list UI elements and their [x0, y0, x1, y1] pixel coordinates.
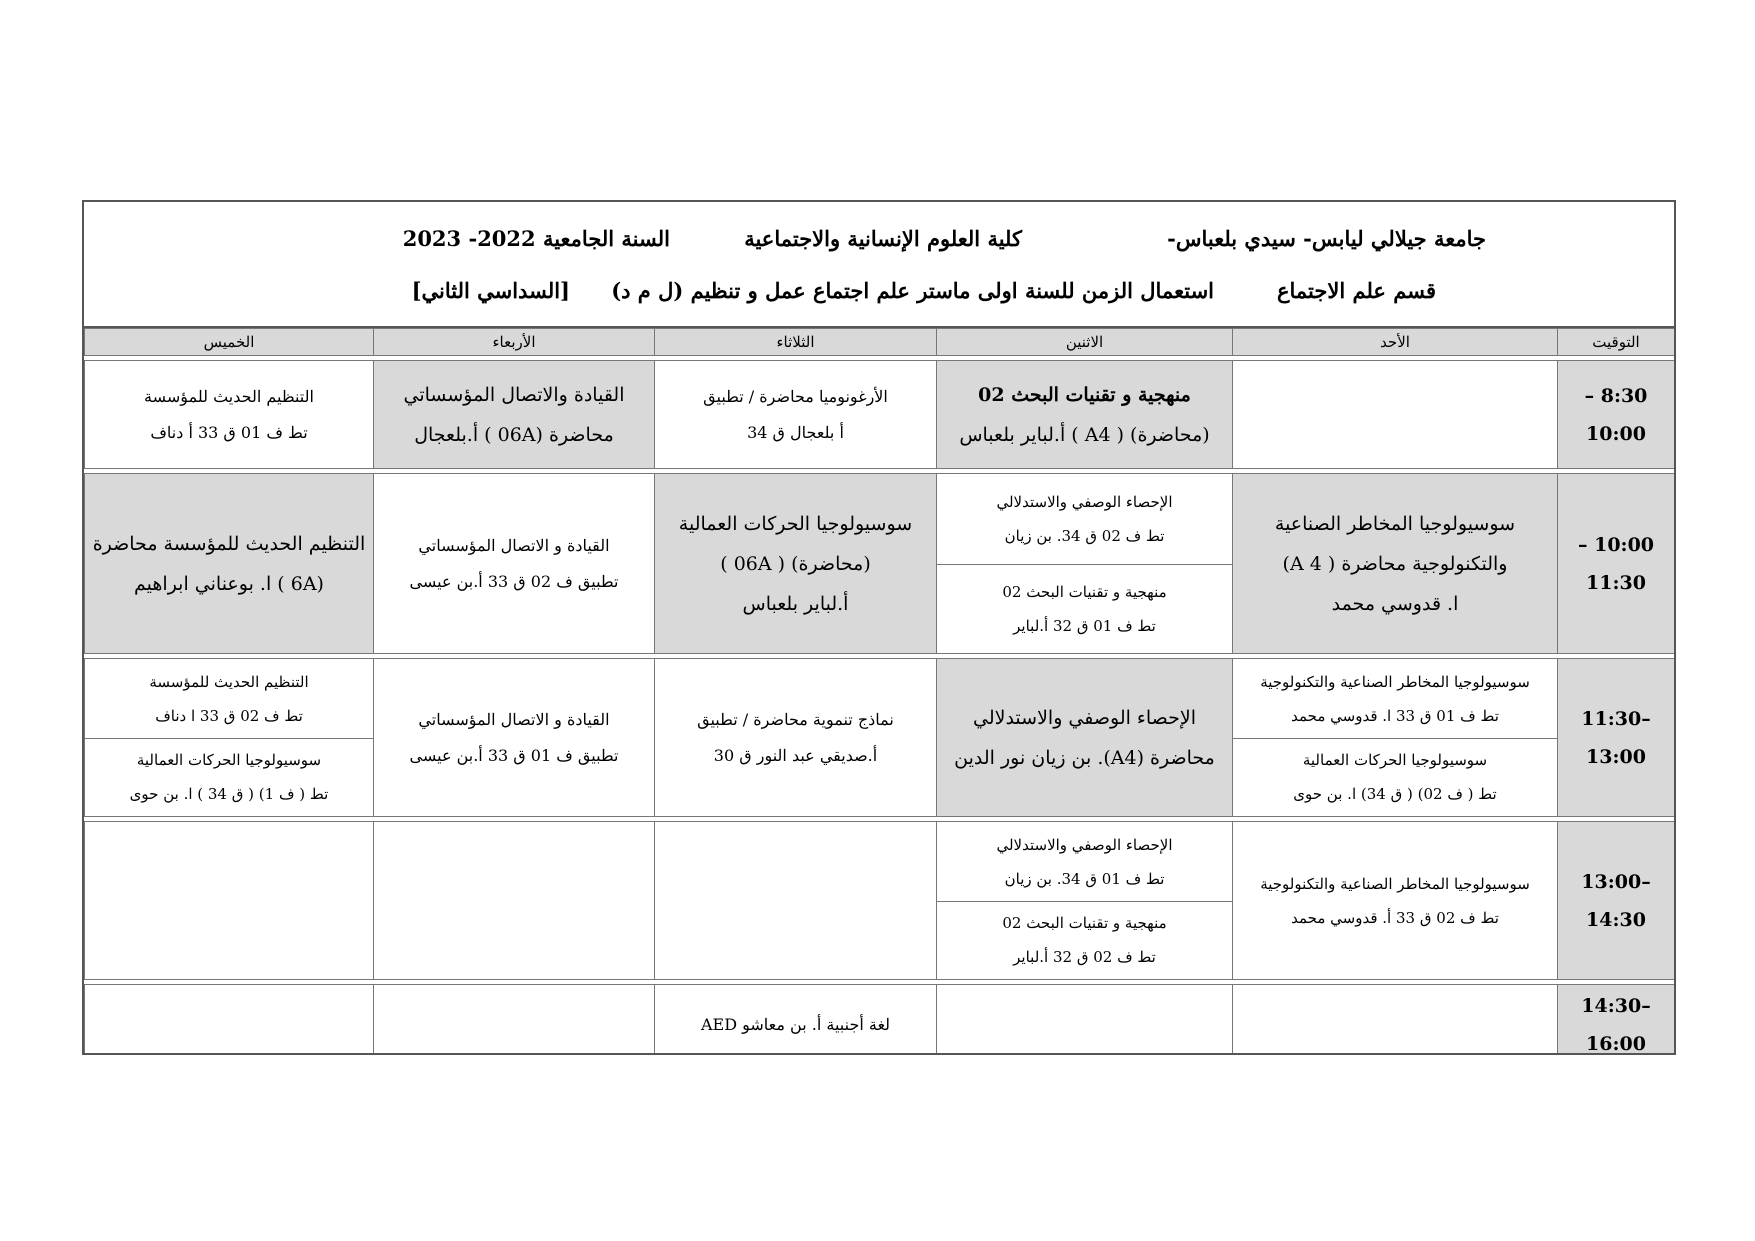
- cell-tue-slot-5: لغة أجنبية أ. بن معاشو AED: [655, 985, 937, 1056]
- cell-sun-slot-5: [1233, 985, 1558, 1056]
- list-item: سوسيولوجيا الحركات العمالية تط ( ف 1) ( ق 34 ) ا. بن حوى: [85, 738, 373, 816]
- cell-wed-slot-1: القيادة والاتصال المؤسساتي محاضرة (06A ) أ.بلعجال: [374, 361, 655, 469]
- time-slot-3: –11:30 13:00: [1558, 659, 1675, 817]
- cell-wed-slot-5: [374, 985, 655, 1056]
- table-row: [85, 361, 1675, 469]
- cell-thu-slot-1: التنظيم الحديث للمؤسسة تط ف 01 ق 33 أ دناف: [85, 361, 374, 469]
- cell-thu-slot-5: [85, 985, 374, 1056]
- cell-tue-slot-4: [655, 822, 937, 980]
- timetable-grid: [84, 328, 1675, 1055]
- list-item: منهجية و تقنيات البحث 02 تط ف 02 ق 32 أ.لباير: [937, 901, 1232, 979]
- cell-thu-slot-3: [85, 659, 374, 817]
- cell-sun-slot-1: [1233, 361, 1558, 469]
- list-item: سوسيولوجيا المخاطر الصناعية والتكنولوجية تط ف 01 ق 33 ا. قدوسي محمد: [1260, 672, 1530, 725]
- list-item: سوسيولوجيا الحركات العمالية تط ( ف 02) ( ق 34) ا. بن حوى: [1233, 738, 1557, 816]
- column-header-tuesday: الثلاثاء: [655, 329, 937, 356]
- time-slot-1: 8:30 – 10:00: [1558, 361, 1675, 469]
- timetable-frame: [82, 200, 1676, 1055]
- cell-sun-slot-3: [1233, 659, 1558, 817]
- academic-year: السنة الجامعية 2022- 2023: [402, 226, 670, 251]
- cell-thu-slot-2: التنظيم الحديث للمؤسسة محاضرة (6A ) ا. بوعناني ابراهيم: [85, 474, 374, 654]
- semester-label: [السداسي الثاني]: [411, 278, 570, 303]
- time-slot-2: 10:00 – 11:30: [1558, 474, 1675, 654]
- cell-thu-slot-4: [85, 822, 374, 980]
- department-name: قسم علم الاجتماع: [1276, 278, 1436, 303]
- list-item: الإحصاء الوصفي والاستدلالي تط ف 02 ق 34. بن زيان: [996, 493, 1173, 545]
- cell-sun-slot-2: سوسيولوجيا المخاطر الصناعية والتكنولوجية محاضرة ( A 4) ا. قدوسي محمد: [1233, 474, 1558, 654]
- cell-mon-slot-4: [937, 822, 1233, 980]
- cell-wed-slot-2: القيادة و الاتصال المؤسساتي تطبيق ف 02 ق 33 أ.بن عيسى: [374, 474, 655, 654]
- cell-wed-slot-4: [374, 822, 655, 980]
- column-header-thursday: الخميس: [85, 329, 374, 356]
- column-header-wednesday: الأربعاء: [374, 329, 655, 356]
- list-item: منهجية و تقنيات البحث 02 تط ف 01 ق 32 أ.لباير: [937, 564, 1232, 653]
- column-header-time: التوقيت: [1558, 329, 1675, 356]
- list-item: التنظيم الحديث للمؤسسة تط ف 02 ق 33 ا دناف: [149, 672, 309, 725]
- cell-wed-slot-3: القيادة و الاتصال المؤسساتي تطبيق ف 01 ق 33 أ.بن عيسى: [374, 659, 655, 817]
- table-row: [85, 822, 1675, 980]
- list-item: الإحصاء الوصفي والاستدلالي تط ف 01 ق 34. بن زيان: [996, 835, 1173, 888]
- cell-tue-slot-1: الأرغونوميا محاضرة / تطبيق أ بلعجال ق 34: [655, 361, 937, 469]
- column-header-sunday: الأحد: [1233, 329, 1558, 356]
- cell-mon-slot-3: الإحصاء الوصفي والاستدلالي محاضرة (A4). بن زيان نور الدين: [937, 659, 1233, 817]
- timetable-title: استعمال الزمن للسنة اولى ماستر علم اجتماع عمل و تنظيم (ل م د): [611, 278, 1214, 303]
- time-slot-4: –13:00 14:30: [1558, 822, 1675, 980]
- table-row: [85, 474, 1675, 654]
- cell-sun-slot-4: سوسيولوجيا المخاطر الصناعية والتكنولوجية تط ف 02 ق 33 أ. قدوسي محمد: [1233, 822, 1558, 980]
- cell-mon-slot-5: [937, 985, 1233, 1056]
- faculty-name: كلية العلوم الإنسانية والاجتماعية: [744, 226, 1022, 251]
- table-row: [85, 659, 1675, 817]
- document-header: [84, 202, 1674, 328]
- cell-tue-slot-3: نماذج تنموية محاضرة / تطبيق أ.صديقي عبد النور ق 30: [655, 659, 937, 817]
- column-header-monday: الاثنين: [937, 329, 1233, 356]
- university-name: جامعة جيلالي ليابس- سيدي بلعباس-: [1167, 226, 1486, 251]
- time-slot-5: –14:30 16:00: [1558, 985, 1675, 1056]
- cell-mon-slot-2: [937, 474, 1233, 654]
- cell-tue-slot-2: سوسيولوجيا الحركات العمالية (محاضرة) ( 06A ) أ.لباير بلعباس: [655, 474, 937, 654]
- cell-mon-slot-1: منهجية و تقنيات البحث 02 (محاضرة) ( A4 ) أ.لباير بلعباس: [937, 361, 1233, 469]
- table-row: [85, 985, 1675, 1056]
